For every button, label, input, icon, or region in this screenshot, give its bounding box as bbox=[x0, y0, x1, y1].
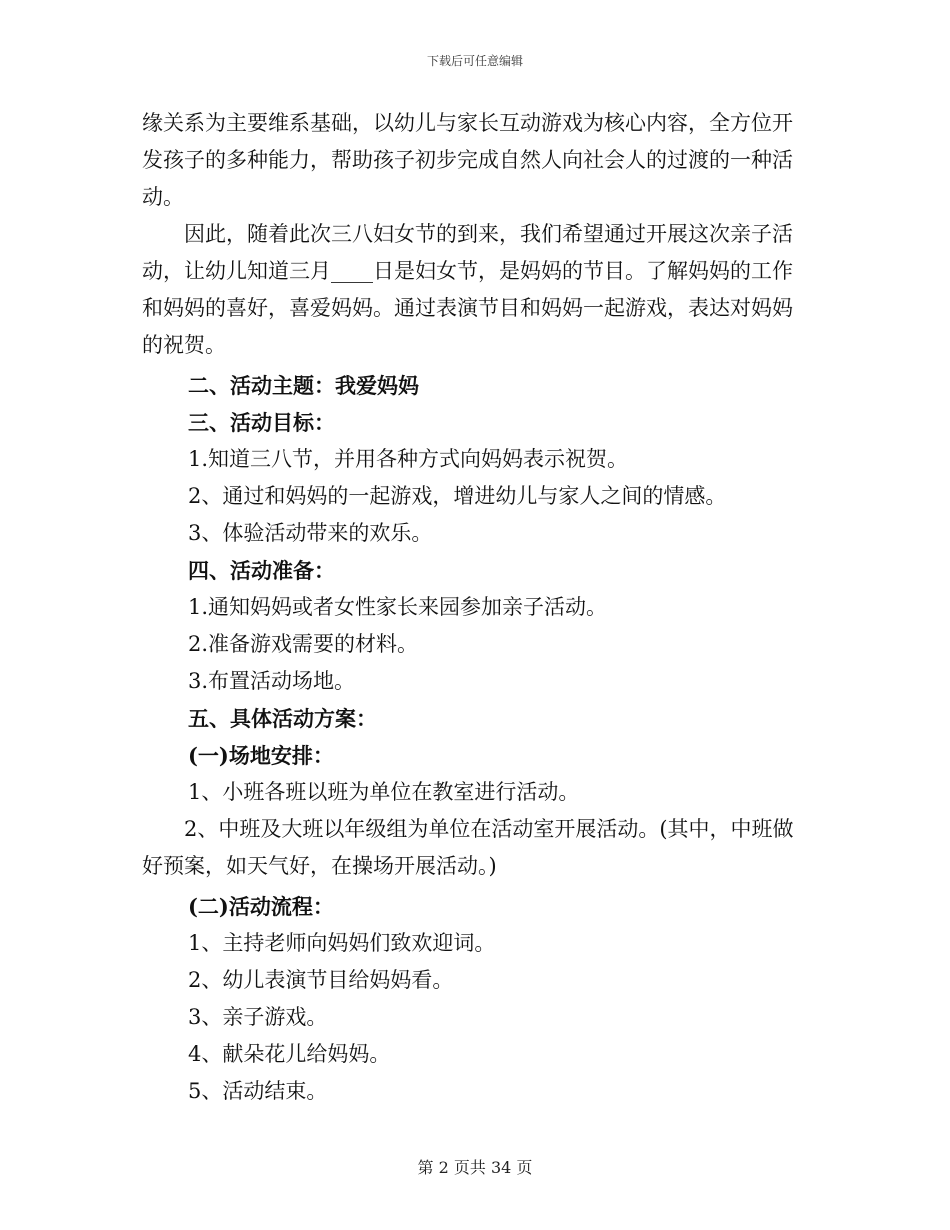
paragraph-continuation: 缘关系为主要维系基础，以幼儿与家长互动游戏为核心内容，全方位开发孩子的多种能力，帮助孩子初步完成自然人向社会人的过渡的一种活动。 bbox=[142, 111, 793, 209]
list-item-process: 5、活动结束。 bbox=[188, 1079, 328, 1103]
page-header: 下载后可任意编辑 bbox=[426, 54, 523, 68]
paragraph-intro: 因此，随着此次三八妇女节的到来，我们希望通过开展这次亲子活动，让幼儿知道三月____日是妇女节，是妈妈的节目。了解妈妈的工作和妈妈的喜好，喜爱妈妈。通过表演节目和妈妈一起游戏，表达对妈妈的祝贺。 bbox=[142, 222, 793, 357]
section-heading-goals: 三、活动目标： bbox=[188, 410, 335, 435]
list-item-process: 1、主持老师向妈妈们致欢迎词。 bbox=[188, 931, 496, 955]
section-heading-preparation: 四、活动准备： bbox=[188, 558, 335, 583]
page-number: 第 2 页共 34 页 bbox=[417, 1158, 533, 1177]
list-item-goal: 3、体验活动带来的欢乐。 bbox=[188, 521, 433, 545]
list-item-goal: 1.知道三八节，并用各种方式向妈妈表示祝贺。 bbox=[188, 447, 629, 471]
subsection-heading-venue: (一)场地安排： bbox=[188, 743, 334, 768]
list-item-preparation: 3.布置活动场地。 bbox=[188, 669, 356, 693]
subsection-heading-process: (二)活动流程： bbox=[188, 894, 334, 919]
section-heading-theme: 二、活动主题：我爱妈妈 bbox=[188, 373, 419, 398]
list-item-venue: 1、小班各班以班为单位在教室进行活动。 bbox=[188, 780, 580, 804]
list-item-preparation: 2.准备游戏需要的材料。 bbox=[188, 632, 419, 656]
list-item-process: 3、亲子游戏。 bbox=[188, 1005, 328, 1029]
list-item-preparation: 1.通知妈妈或者女性家长来园参加亲子活动。 bbox=[188, 595, 608, 619]
list-item-process: 4、献朵花儿给妈妈。 bbox=[188, 1042, 391, 1066]
list-item-goal: 2、通过和妈妈的一起游戏，增进幼儿与家人之间的情感。 bbox=[188, 484, 727, 508]
section-heading-plan: 五、具体活动方案： bbox=[188, 706, 377, 731]
document-body bbox=[142, 105, 810, 1110]
list-item-venue: 2、中班及大班以年级组为单位在活动室开展活动。(其中，中班做好预案，如天气好，在操场开展活动。) bbox=[142, 817, 794, 878]
list-item-process: 2、幼儿表演节目给妈妈看。 bbox=[188, 968, 454, 992]
